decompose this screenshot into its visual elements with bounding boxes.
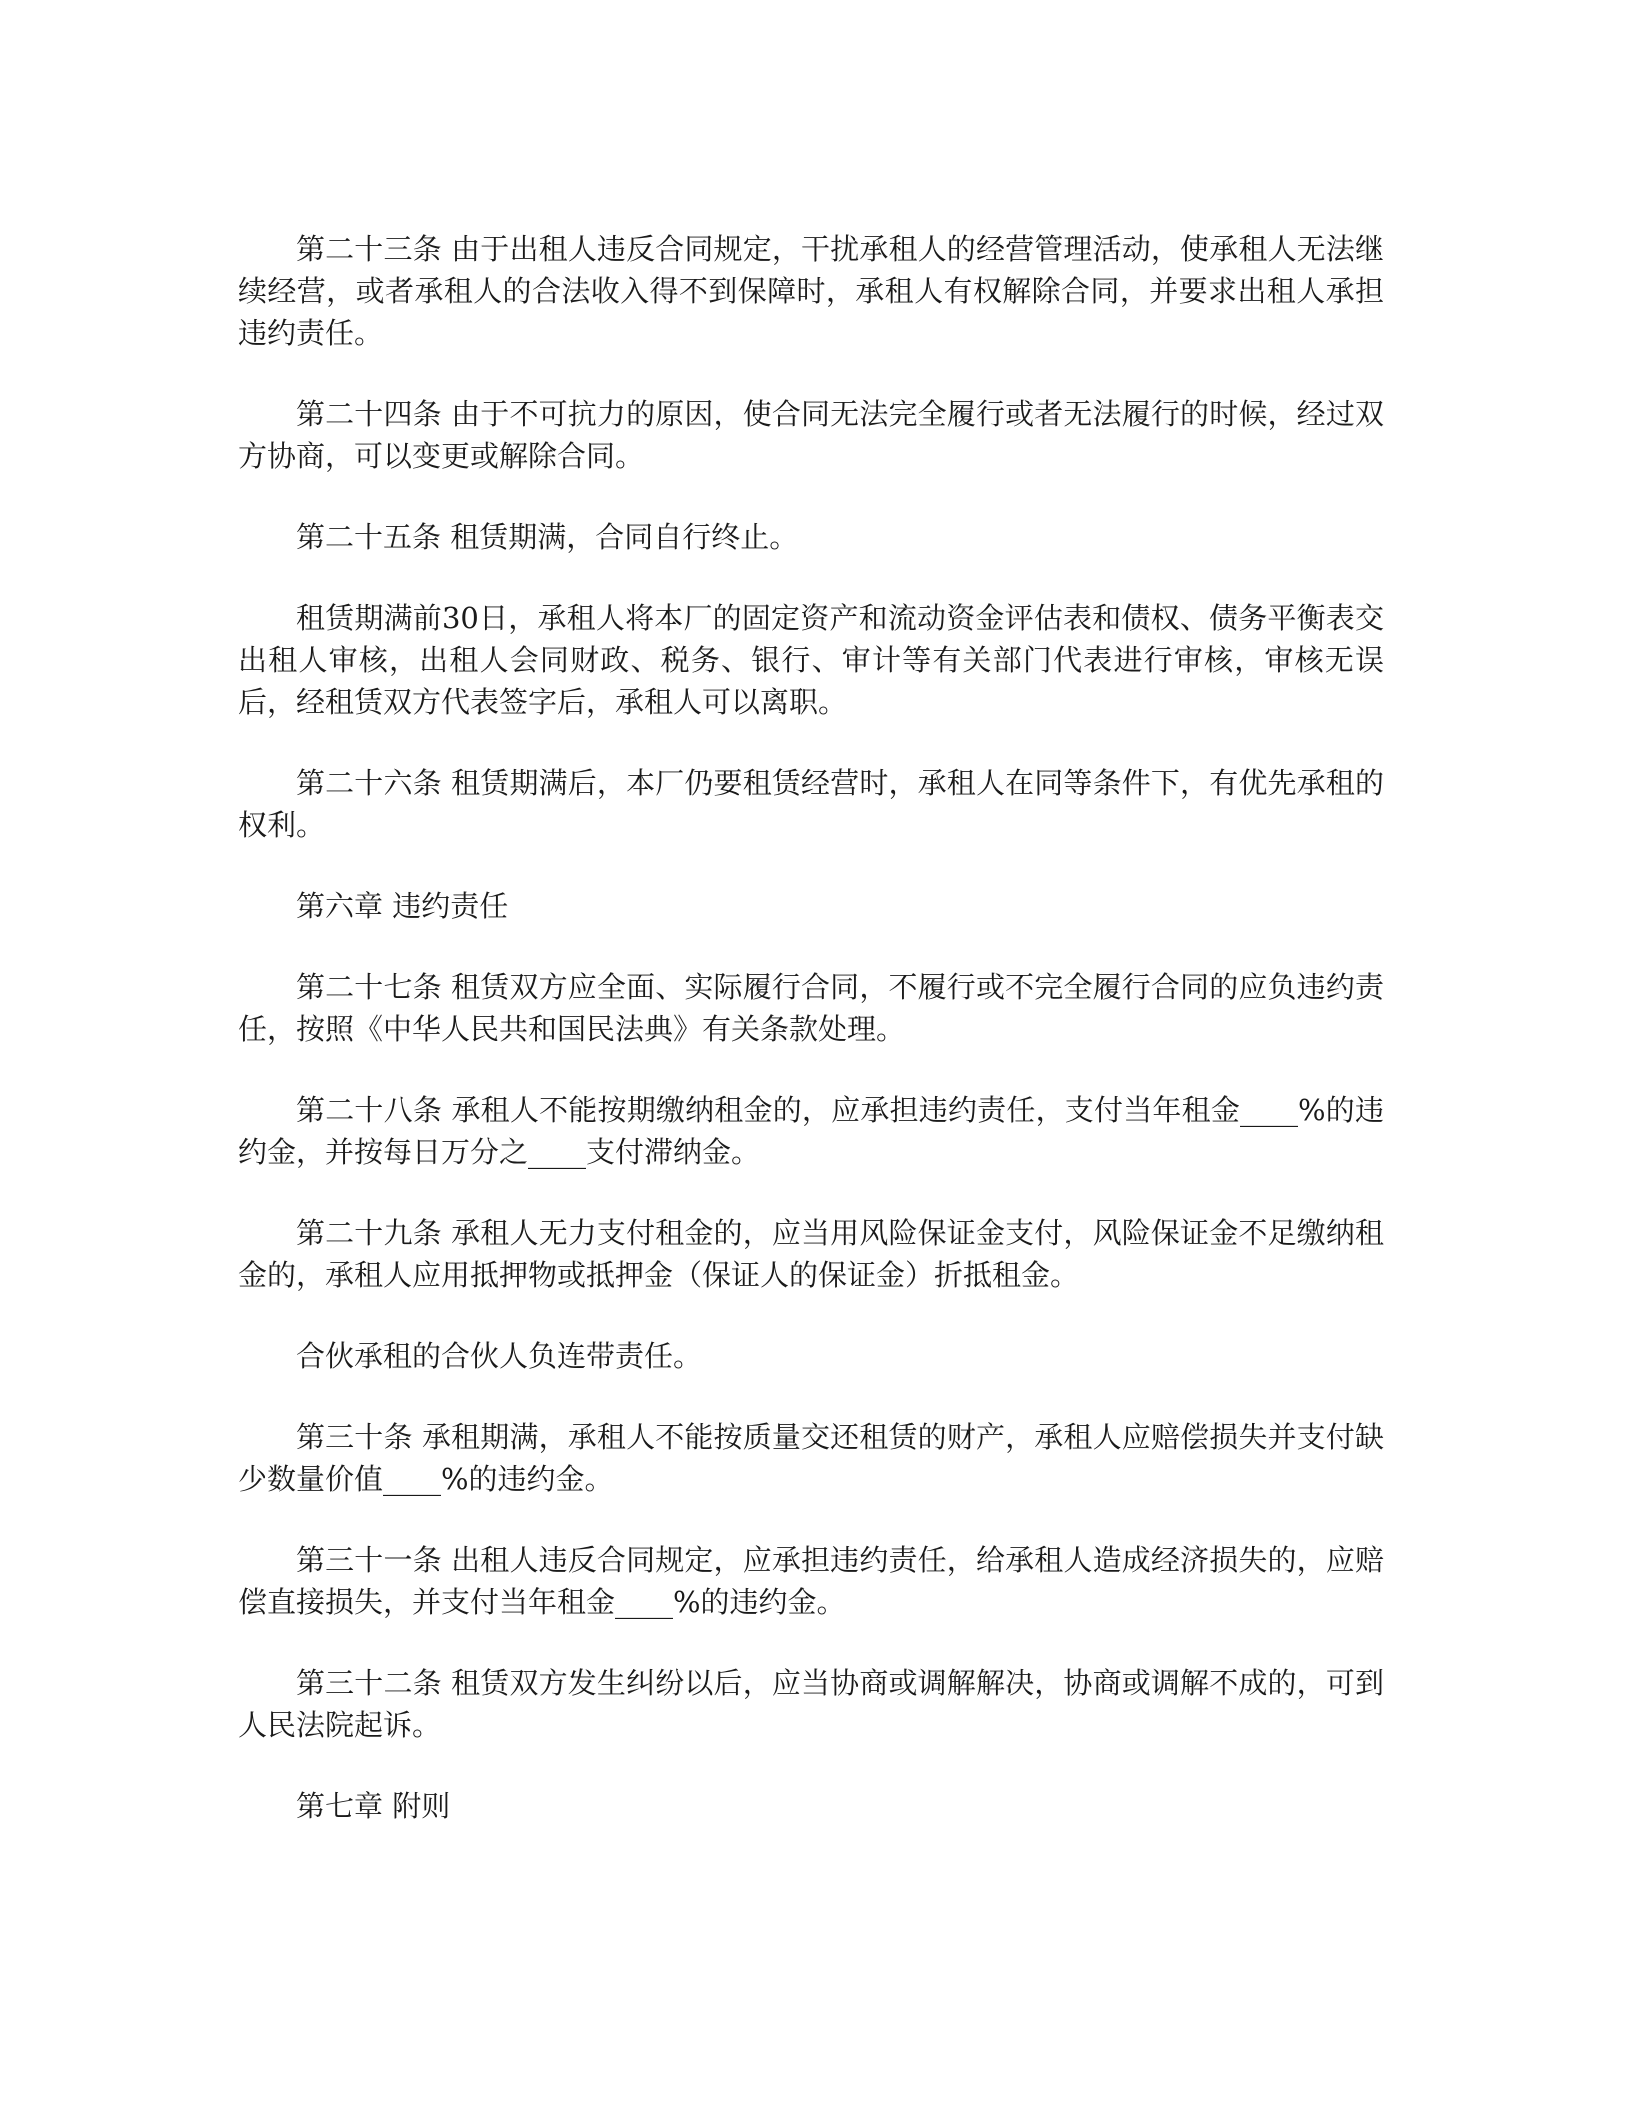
chapter-7-heading: 第七章 附则: [296, 1789, 451, 1823]
article-31: 第三十一条 出租人违反合同规定，应承担违约责任，给承租人造成经济损失的，应赔偿直接损失，并支付当年租金____%的违约金。: [238, 1543, 1384, 1619]
article-27: 第二十七条 租赁双方应全面、实际履行合同，不履行或不完全履行合同的应负违约责任，按照《中华人民共和国民法典》有关条款处理。: [238, 970, 1384, 1046]
chapter-6-heading: 第六章 违约责任: [296, 889, 509, 923]
article-29-detail: 合伙承租的合伙人负连带责任。: [296, 1339, 703, 1373]
article-24: 第二十四条 由于不可抗力的原因，使合同无法完全履行或者无法履行的时候，经过双方协商，可以变更或解除合同。: [238, 397, 1384, 473]
article-23: 第二十三条 由于出租人违反合同规定，干扰承租人的经营管理活动，使承租人无法继续经营，或者承租人的合法收入得不到保障时，承租人有权解除合同，并要求出租人承担违约责任。: [238, 232, 1384, 350]
document-body: [238, 228, 1384, 1827]
article-25-detail: 租赁期满前30日，承租人将本厂的固定资产和流动资金评估表和债权、债务平衡表交出租人审核，出租人会同财政、税务、银行、审计等有关部门代表进行审核，审核无误后，经租赁双方代表签字后，承租人可以离职。: [238, 601, 1384, 719]
article-32: 第三十二条 租赁双方发生纠纷以后，应当协商或调解解决，协商或调解不成的，可到人民法院起诉。: [238, 1666, 1384, 1742]
article-30: 第三十条 承租期满，承租人不能按质量交还租赁的财产，承租人应赔偿损失并支付缺少数量价值____%的违约金。: [238, 1420, 1384, 1496]
article-26: 第二十六条 租赁期满后，本厂仍要租赁经营时，承租人在同等条件下，有优先承租的权利。: [238, 766, 1384, 842]
article-25: 第二十五条 租赁期满，合同自行终止。: [296, 520, 799, 554]
article-29: 第二十九条 承租人无力支付租金的，应当用风险保证金支付，风险保证金不足缴纳租金的，承租人应用抵押物或抵押金（保证人的保证金）折抵租金。: [238, 1216, 1384, 1292]
article-28: 第二十八条 承租人不能按期缴纳租金的，应承担违约责任，支付当年租金____%的违约金，并按每日万分之____支付滞纳金。: [238, 1093, 1384, 1169]
